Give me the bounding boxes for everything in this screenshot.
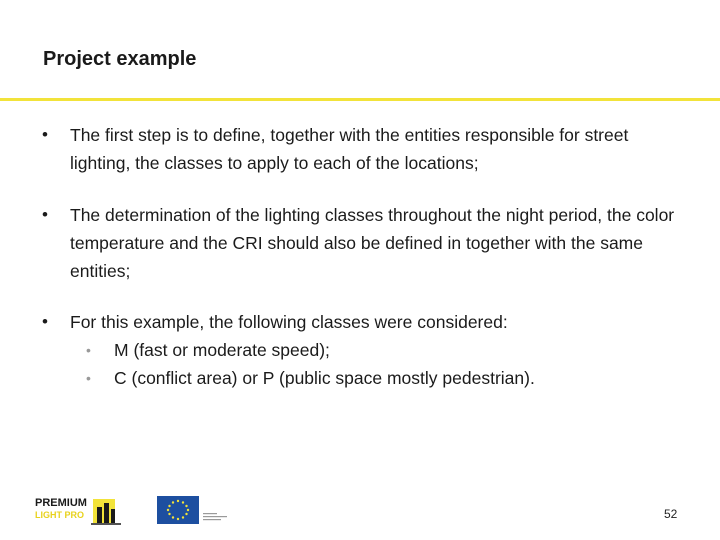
title-divider (0, 98, 720, 101)
page-title: Project example (43, 48, 197, 70)
bullet-icon: • (42, 125, 48, 144)
sub-bullet-icon: • (86, 370, 91, 386)
bullet-icon: • (42, 205, 48, 224)
sub-bullet-item (70, 364, 690, 392)
sub-bullet-text: M (fast or moderate speed); (114, 340, 330, 360)
page-number: 52 (664, 507, 678, 521)
sub-bullet-item (70, 336, 690, 364)
bullet-text: For this example, the following classes were considered: (70, 312, 508, 332)
bullet-item (42, 201, 690, 285)
bullet-icon: • (42, 312, 48, 331)
sub-bullet-text: C (conflict area) or P (public space mostly pedestrian). (114, 368, 535, 388)
logo-text-line2: LIGHT PRO (35, 510, 84, 520)
eu-flag-icon (157, 496, 231, 524)
bullet-text: The determination of the lighting classes throughout the night period, the color temperature and the CRI should also be defined in together with the same entities; (70, 205, 675, 281)
bullet-item (42, 308, 690, 392)
sub-bullet-icon: • (86, 342, 91, 358)
premium-light-pro-logo (35, 493, 125, 527)
bullet-item (42, 121, 690, 177)
bullet-text: The first step is to define, together with the entities responsible for street lighting, the classes to apply to each of the locations; (70, 125, 629, 173)
logo-text-line1: PREMIUM (35, 497, 87, 509)
